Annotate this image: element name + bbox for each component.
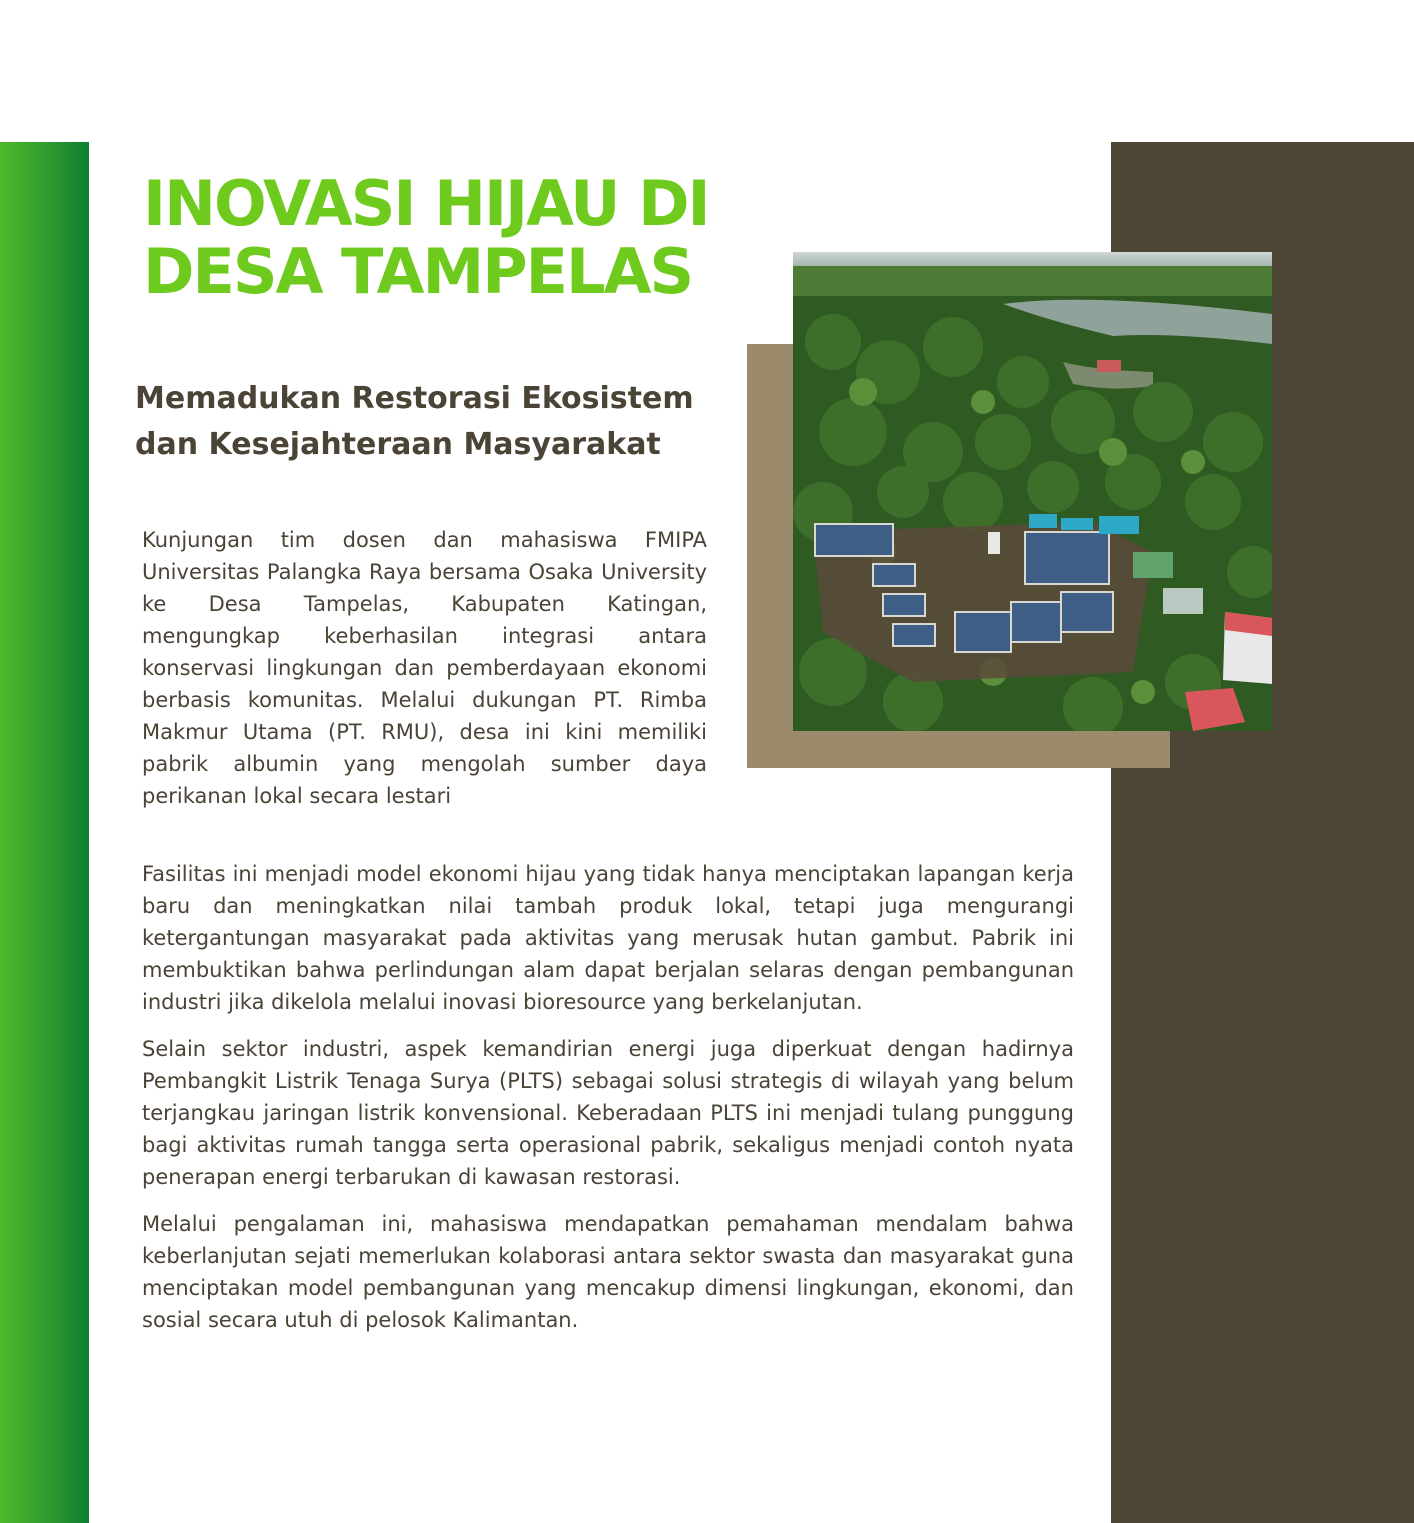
paragraph-solar-energy: Selain sektor industri, aspek kemandirian energi juga diperkuat dengan hadirnya Pembangkit Listrik Tenaga Surya (PLTS) sebagai solusi strategis di wilayah yang belum terjangkau jaringan listrik konvensional. Keberadaan PLTS ini menjadi tulang punggung bagi aktivitas rumah tangga serta operasional pabrik, sekaligus menjadi contoh nyata penerapan energi terbarukan di kawasan restorasi. [142,1037,1074,1189]
article-body [142,858,1074,1351]
paragraph-green-economy: Fasilitas ini menjadi model ekonomi hijau yang tidak hanya menciptakan lapangan kerja baru dan meningkatkan nilai tambah produk lokal, tetapi juga mengurangi ketergantungan masyarakat pada aktivitas yang merusak hutan gambut. Pabrik ini membuktikan bahwa perlindungan alam dapat berjalan selaras dengan pembangunan industri jika dikelola melalui inovasi bioresource yang berkelanjutan. [142,862,1074,1014]
subtitle-line-1: Memadukan Restorasi Ekosistem [135,381,694,416]
green-accent-bar [0,142,89,1523]
aerial-village-photo [793,252,1272,731]
title-line-1: INOVASI HIJAU DI [143,167,709,240]
paragraph-conclusion: Melalui pengalaman ini, mahasiswa mendapatkan pemahaman mendalam bahwa keberlanjutan sejati memerlukan kolaborasi antara sektor swasta dan masyarakat guna menciptakan model pembangunan yang mencakup dimensi lingkungan, ekonomi, dan sosial secara utuh di pelosok Kalimantan. [142,1212,1074,1332]
title-line-2: DESA TAMPELAS [143,235,693,308]
article-title [143,167,709,308]
article-subtitle [135,376,717,468]
subtitle-line-2: dan Kesejahteraan Masyarakat [135,427,661,462]
intro-paragraph: Kunjungan tim dosen dan mahasiswa FMIPA Universitas Palangka Raya bersama Osaka University ke Desa Tampelas, Kabupaten Katingan, mengungkap keberhasilan integrasi antara konservasi lingkungan dan pemberdayaan ekonomi berbasis komunitas. Melalui dukungan PT. Rimba Makmur Utama (PT. RMU), desa ini kini memiliki pabrik albumin yang mengolah sumber daya perikanan lokal secara lestari [142,528,707,808]
